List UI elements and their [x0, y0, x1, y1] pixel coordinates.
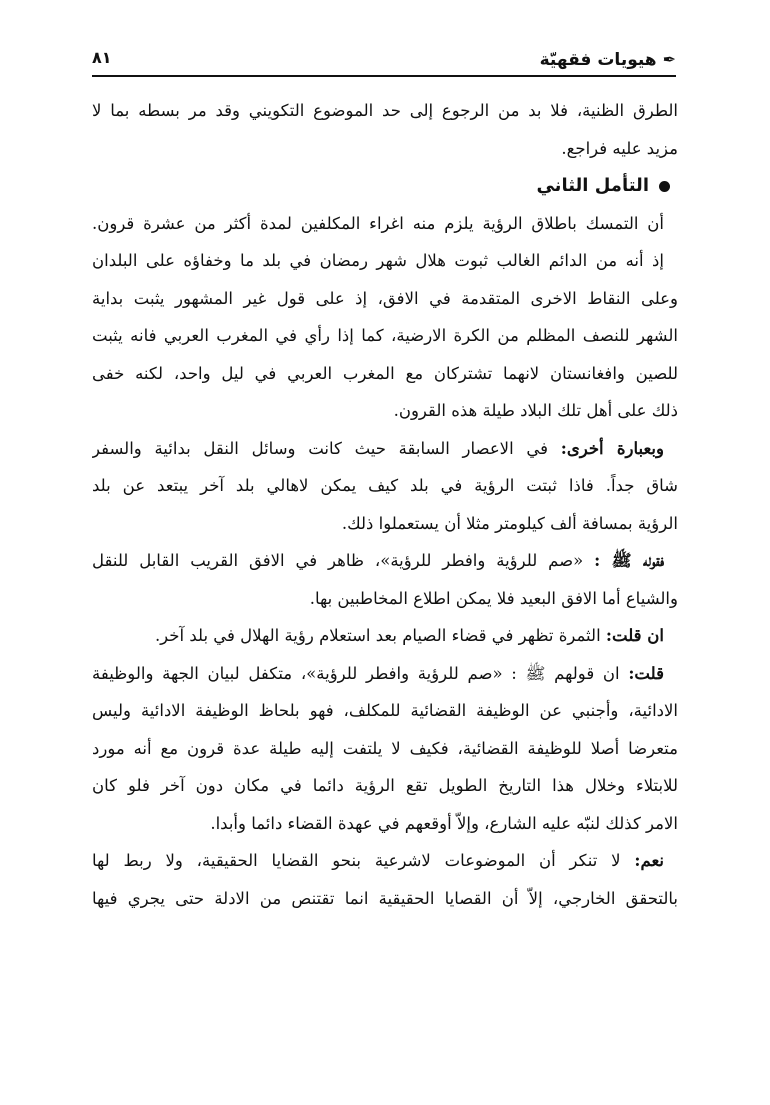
lead-phrase: ان قلت: [605, 626, 664, 645]
lead-phrase: وبعبارة أخرى: [560, 438, 664, 458]
text-line: إذ أنه من الدائم الغالب ثبوت هلال شهر رمضان في بلد ما وخفاؤه على البلدان [92, 251, 664, 270]
lead-phrase: نعم: [634, 851, 664, 870]
text-line: للصين وافغانستان لانهما تشتركان مع المغرب العربي في ليل واحد، لكنه خفى [92, 363, 678, 383]
text-line: للابتلاء وخلال هذا التاريخ الطويل تقع الرؤية دائما في مكان دون آخر فلو كان [92, 776, 678, 795]
lead-phrase: قلت: [628, 663, 664, 683]
text-line: والشياع أما الافق البعيد فلا يمكن اطلاع المخاطبين بها. [309, 588, 678, 608]
text-line: وبعبارة أخرى: في الاعصار السابقة حيث كانت وسائل النقل بدائية والسفر [92, 438, 664, 458]
section-heading: التأمل الثاني [92, 167, 678, 205]
running-title [540, 50, 676, 70]
text-line: قلت: ان قولهم ﷺ : «صم للرؤية وافطر للرؤية»، متكفل لبيان الجهة والوظيفة [92, 663, 664, 683]
text-line: متعرضا أصلا للوظيفة القضائية، فكيف لا يلتفت إليه طيلة عدة قرون مع أنه مورد [92, 738, 678, 758]
header-divider [92, 75, 676, 77]
text-line: ان قلت: الثمرة تظهر في قضاء الصيام بعد استعلام رؤية الهلال في بلد آخر. [154, 626, 664, 645]
text-line: الامر كذلك لنبّه عليه الشارع، وإلاّ أوقعهم في عهدة القضاء دائما وأبدا. [210, 813, 678, 833]
lead-phrase: فقوله ﷺ : [594, 551, 664, 570]
text-line: الطرق الظنية، فلا بد من الرجوع إلى حد الموضوع التكويني وقد مر بسطه بما لا [92, 101, 678, 120]
text-line: شاق جداً. فاذا ثبتت الرؤية في بلد كيف يمكن لاهالي بلد آخر يبتعد عن بلد [92, 476, 678, 495]
document-body [92, 92, 678, 917]
page-header [92, 44, 676, 78]
text-line: فقوله ﷺ : «صم للرؤية وافطر للرؤية»، ظاهر في الافق القريب القابل للنقل [92, 551, 664, 570]
running-title-text: هيويات فقهيّة [539, 50, 657, 70]
text-line: ذلك على أهل تلك البلاد طيلة هذه القرون. [393, 401, 678, 420]
text-line: مزيد عليه فراجع. [561, 138, 678, 158]
text-line: بالتحقق الخارجي، إلاّ أن القصايا الحقيقية انما تقتنص من الادلة حتى يجري فيها [92, 888, 678, 908]
text-line: الشهر للنصف المظلم من الكرة الارضية، كما إذا رأي في المغرب العربي فانه يثبت [92, 326, 678, 345]
text-line: نعم: لا تنكر أن الموضوعات لاشرعية بنحو القضايا الحقيقية، ولا ربط لها [92, 851, 664, 870]
page-number: ٨١ [92, 48, 112, 67]
bullet-icon [659, 181, 670, 192]
text-line: وعلى النقاط الاخرى المتقدمة في الافق، إذ على قول غير المشهور يثبت بداية [92, 288, 678, 308]
text-line: الرؤية بمسافة ألف كيلومتر مثلا أن يستعملوا ذلك. [341, 513, 678, 533]
pen-icon: ✒ [662, 50, 676, 69]
text-line: الادائية، وأجنبي عن الوظيفة القضائية للمكلف، فهو بلحاظ الوظيفة الادائية وليس [92, 701, 678, 720]
text-line: أن التمسك باطلاق الرؤية يلزم منه اغراء المكلفين لمدة أكثر من عشرة قرون. [92, 213, 664, 233]
